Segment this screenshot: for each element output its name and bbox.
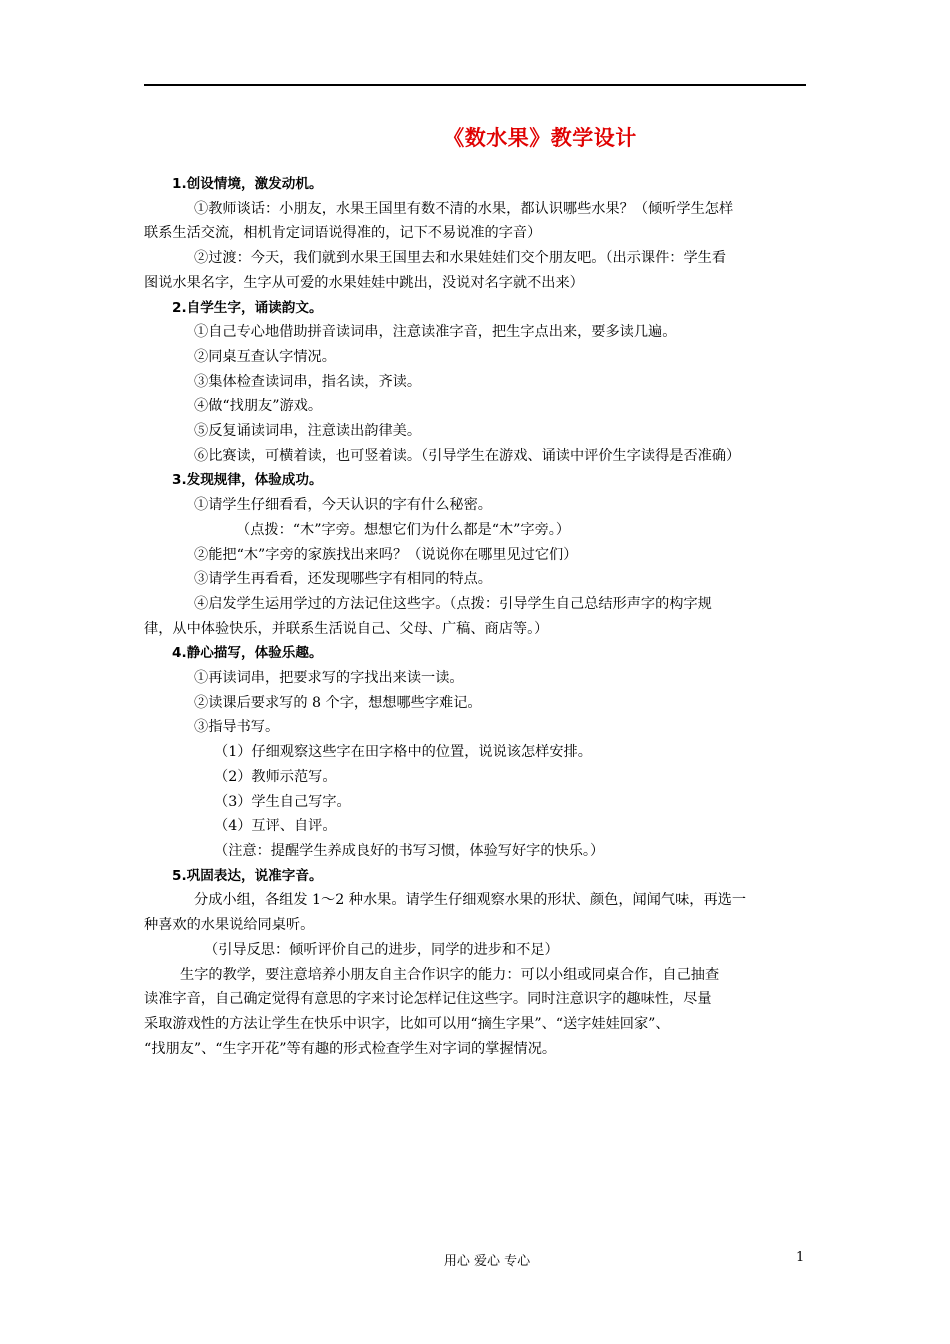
body-line: ①再读词串，把要求写的字找出来读一读。 (194, 670, 464, 687)
footer-slogan: 用心 爱心 专心 (443, 1254, 531, 1269)
body-line: “找朋友”、“生字开花”等有趣的形式检查学生对字词的掌握情况。 (144, 1040, 557, 1057)
body-line: 种喜欢的水果说给同桌听。 (144, 917, 315, 934)
body-line: ②读课后要求写的 8 个字，想想哪些字难记。 (194, 694, 482, 711)
section-heading: 4.静心描写，体验乐趣。 (172, 645, 323, 662)
body-line: ①自己专心地借助拼音读词串，注意读准字音，把生字点出来，要多读几遍。 (194, 324, 677, 341)
body-line: ③指导书写。 (194, 719, 280, 736)
body-line: 读准字音，自己确定觉得有意思的字来讨论怎样记住这些字。同时注意识字的趣味性，尽量 (144, 991, 712, 1008)
body-line: （引导反思：倾听评价自己的进步，同学的进步和不足） (204, 941, 559, 958)
page-number: 1 (796, 1250, 805, 1265)
body-line: ①教师谈话：小朋友，水果王国里有数不清的水果，都认识哪些水果？（倾听学生怎样 (194, 200, 734, 217)
section-heading: 5.巩固表达，说准字音。 (172, 867, 323, 884)
body-line: （1）仔细观察这些字在田字格中的位置，说说该怎样安排。 (214, 744, 592, 761)
body-line: ②同桌互查认字情况。 (194, 348, 336, 365)
body-line: （3）学生自己写字。 (214, 793, 351, 810)
body-line: ⑤反复诵读词串，注意读出韵律美。 (194, 423, 422, 440)
body-line: ③请学生再看看，还发现哪些字有相同的特点。 (194, 571, 492, 588)
body-line: 图说水果名字，生字从可爱的水果娃娃中跳出，没说对名字就不出来） (144, 274, 584, 291)
body-line: 分成小组，各组发 1～2 种水果。请学生仔细观察水果的形状、颜色，闻闻气味，再选一 (194, 892, 747, 909)
body-line: 联系生活交流，相机肯定词语说得准的，记下不易说准的字音） (144, 225, 542, 242)
section-heading: 2.自学生字，诵读韵文。 (172, 299, 323, 316)
section-heading: 3.发现规律，体验成功。 (172, 472, 323, 489)
body-line: ③集体检查读词串，指名读，齐读。 (194, 373, 422, 390)
document-body (144, 172, 808, 1061)
body-line: （2）教师示范写。 (214, 768, 337, 785)
body-line: （4）互评、自评。 (214, 818, 337, 835)
body-line: ④做“找朋友”游戏。 (194, 398, 323, 415)
body-line: 生字的教学，要注意培养小朋友自主合作识字的能力：可以小组或同桌合作，自己抽查 (180, 966, 720, 983)
body-line: 律，从中体验快乐，并联系生活说自己、父母、广稿、商店等。） (144, 620, 549, 637)
body-line: （点拨：“木”字旁。想想它们为什么都是“木”字旁。） (236, 521, 571, 538)
body-line: ①请学生仔细看看，今天认识的字有什么秘密。 (194, 497, 492, 514)
body-line: ④启发学生运用学过的方法记住这些字。（点拨：引导学生自己总结形声字的构字规 (194, 595, 712, 612)
body-line: ②过渡：今天，我们就到水果王国里去和水果娃娃们交个朋友吧。（出示课件：学生看 (194, 250, 727, 267)
body-line: ②能把“木”字旁的家族找出来吗？（说说你在哪里见过它们） (194, 546, 578, 563)
body-line: （注意：提醒学生养成良好的书写习惯，体验写好字的快乐。） (214, 842, 605, 859)
body-line: 采取游戏性的方法让学生在快乐中识字，比如可以用“摘生字果”、“送字娃娃回家”、 (144, 1015, 670, 1032)
section-heading: 1.创设情境，激发动机。 (172, 176, 323, 192)
document-title: 《数水果》教学设计 (443, 126, 637, 150)
body-line: ⑥比赛读，可横着读，也可竖着读。（引导学生在游戏、诵读中评价生字读得是否准确） (194, 447, 741, 464)
header-rule (144, 84, 806, 86)
